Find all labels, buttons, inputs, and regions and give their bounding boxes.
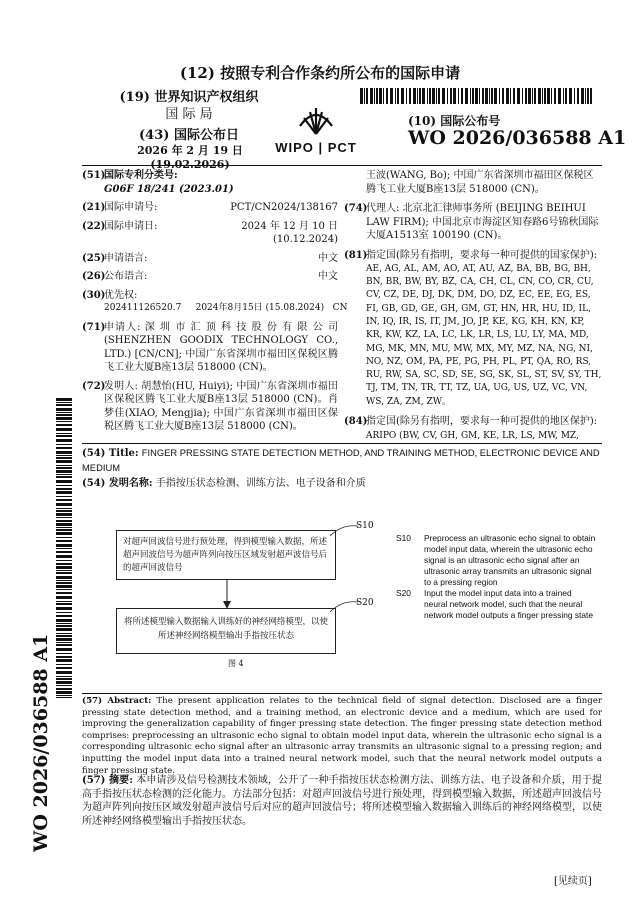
legend-s10-step: S10 bbox=[396, 533, 411, 543]
barcode bbox=[360, 88, 592, 104]
barcode-bar bbox=[56, 485, 72, 486]
title-zh-label: (54) 发明名称: bbox=[82, 478, 153, 489]
barcode-bar bbox=[56, 404, 72, 406]
barcode-bar bbox=[56, 676, 72, 677]
label-71: 申请人: bbox=[104, 321, 141, 333]
barcode-bar bbox=[56, 678, 72, 680]
code-81: (81) bbox=[344, 249, 368, 261]
barcode-bar bbox=[56, 566, 72, 569]
barcode-bar bbox=[417, 88, 418, 104]
barcode-bar bbox=[376, 88, 378, 104]
barcode-bar bbox=[56, 580, 72, 581]
abstract-rule bbox=[82, 693, 602, 694]
side-pub-no bbox=[30, 552, 56, 852]
barcode-bar bbox=[429, 88, 431, 104]
biblio-74 bbox=[344, 202, 602, 243]
biblio-84 bbox=[344, 415, 602, 443]
label-30: 优先权: bbox=[104, 289, 138, 301]
label-26: 公布语言: bbox=[104, 271, 148, 282]
barcode-bar bbox=[374, 88, 375, 104]
barcode-bar bbox=[56, 491, 72, 494]
barcode-bar bbox=[590, 88, 592, 104]
code-71: (71) bbox=[82, 321, 106, 333]
legend-s20-text: Input the model input data into a trained neural network model, such that the neural network model outputs a finger pressing state bbox=[424, 588, 593, 620]
barcode-bar bbox=[554, 88, 556, 104]
biblio-left bbox=[82, 169, 348, 434]
barcode-bar bbox=[56, 592, 72, 594]
abstract-zh-label: (57) 摘要: bbox=[82, 775, 133, 786]
code-30: (30) bbox=[82, 289, 106, 301]
title-en-text: FINGER PRESSING STATE DETECTION METHOD, AND TRAINING METHOD, ELECTRONIC DEVICE AND MEDIUM bbox=[82, 447, 600, 473]
barcode-bar bbox=[56, 642, 72, 643]
barcode-bar bbox=[581, 88, 584, 104]
barcode-bar bbox=[56, 633, 72, 634]
barcode-bar bbox=[56, 623, 72, 624]
pub-date: 2026 年 2 月 19 日 (19.02.2026) bbox=[137, 144, 243, 171]
code-25: (25) bbox=[82, 252, 106, 264]
barcode-bar bbox=[413, 88, 416, 104]
wipo-pct-logo-text: WIPO | PCT bbox=[275, 140, 357, 155]
barcode-bar bbox=[538, 88, 541, 104]
value-25: 中文 bbox=[318, 252, 338, 264]
barcode-bar bbox=[56, 532, 72, 535]
value-21: PCT/CN2024/138167 bbox=[230, 202, 338, 213]
barcode-bar bbox=[542, 88, 543, 104]
barcode-bar bbox=[56, 695, 72, 696]
barcode-bar bbox=[56, 601, 72, 602]
barcode-bar bbox=[56, 656, 72, 658]
barcode-bar bbox=[390, 88, 393, 104]
barcode-bar bbox=[513, 88, 515, 104]
biblio-30 bbox=[82, 289, 338, 303]
barcode-bar bbox=[56, 540, 72, 542]
barcode-bar bbox=[56, 551, 72, 553]
label-51: 国际专利分类号: bbox=[104, 170, 178, 181]
barcode-bar bbox=[56, 697, 72, 698]
barcode-bar bbox=[397, 88, 399, 104]
barcode-bar bbox=[544, 88, 546, 104]
header-rule bbox=[82, 165, 602, 166]
biblio-25 bbox=[82, 252, 338, 266]
pub-date-label: (43) 国际公布日 bbox=[139, 128, 239, 143]
legend-s10 bbox=[396, 533, 596, 588]
barcode-bar bbox=[395, 88, 396, 104]
barcode-bar bbox=[56, 560, 72, 561]
org-label: (19) 世界知识产权组织 bbox=[119, 90, 259, 105]
code-84: (84) bbox=[344, 416, 368, 428]
barcode-bar bbox=[56, 671, 72, 674]
barcode-bar bbox=[56, 451, 72, 454]
step-s20-leader-icon bbox=[330, 600, 360, 614]
barcode-bar bbox=[534, 88, 536, 104]
label-84: 指定国(除另有指明，要求每一种可提供的地区保护): bbox=[366, 416, 598, 428]
pub-no-label: (10) 国际公布号 bbox=[408, 114, 501, 128]
label-22: 国际申请日: bbox=[104, 220, 158, 232]
barcode-bar bbox=[56, 644, 72, 646]
org-sub: 国 际 局 bbox=[165, 107, 213, 122]
barcode-bar bbox=[506, 88, 509, 104]
biblio-21 bbox=[82, 201, 338, 215]
barcode-bar bbox=[379, 88, 382, 104]
barcode-bar bbox=[56, 517, 72, 518]
barcode-bar bbox=[56, 508, 72, 509]
barcode-bar bbox=[472, 88, 474, 104]
barcode-bar bbox=[383, 88, 384, 104]
title-en bbox=[82, 446, 602, 475]
barcode-bar bbox=[56, 612, 72, 613]
barcode-bar bbox=[56, 523, 72, 526]
value-30: 202411126520.7 2024年8月15日 (15.08.2024) CN bbox=[104, 303, 348, 313]
wipo-logo bbox=[270, 96, 362, 160]
value-84: ARIPO (BW, CV, GH, GM, KE, LR, LS, MW, MZ, bbox=[366, 430, 579, 441]
label-74: 代理人: bbox=[366, 203, 400, 214]
label-72: 发明人: bbox=[104, 380, 138, 392]
barcode-bar bbox=[56, 408, 72, 411]
barcode-bar bbox=[370, 88, 373, 104]
barcode-bar bbox=[56, 691, 72, 694]
figure-caption: 图 4 bbox=[228, 659, 244, 668]
biblio-71 bbox=[82, 321, 338, 375]
code-21: (21) bbox=[82, 202, 106, 213]
legend-s10-text: Preprocess an ultrasonic echo signal to obtain model input data, wherein the ultrasonic echo signal is an ultrasonic echo signal after an ultrasonic array transmits an ultrasonic signal to a pressing region bbox=[424, 533, 596, 587]
barcode-bar bbox=[56, 488, 72, 490]
barcode-bar bbox=[366, 88, 368, 104]
barcode-bar bbox=[577, 88, 579, 104]
value-51: G06F 18/241 (2023.01) bbox=[104, 183, 234, 195]
step-s10-leader-icon bbox=[330, 524, 360, 538]
barcode-bar bbox=[458, 88, 459, 104]
barcode-bar bbox=[56, 476, 72, 478]
barcode-bar bbox=[56, 414, 72, 416]
barcode-bar bbox=[587, 88, 589, 104]
abstract-zh-text: 本申请涉及信号检测技术领域，公开了一种手指按压状态检测方法、训练方法、电子设备和介质，用于提高手指按压状态检测的泛化能力。方法部分包括：对超声回波信号进行预处理，得到模型输入数据，所述超声回波信号为超声阵列向按压区域发射超声波信号后对应的超声回波信号；将所述模型输入数据输入训练后的神经网络模型，以使所述神经网络模型输出手指按压状态。 bbox=[82, 775, 602, 827]
barcode-bar bbox=[56, 589, 72, 590]
title-zh-text: 手指按压状态检测、训练方法、电子设备和介质 bbox=[155, 478, 366, 489]
flow-box-s10 bbox=[116, 530, 336, 580]
biblio-72 bbox=[82, 380, 338, 434]
value-81: AE, AG, AL, AM, AO, AT, AU, AZ, BA, BB, BG, BH, BN, BR, BW, BY, BZ, CA, CH, CL, CN, CO, CR, CU, CV, CZ, DE, DJ, DK, DM, DO, DZ, EC, EE, EG, ES, FI, GB, GD, GE, GH, GM, GT, HN, HR, HU, ID, IL, IN, IQ, IR, IS, IT, JM, JO, JP, KE, KG, KH, KN, KP, KR, KW, KZ, LA, LC, LK, LR, LS, LU, LY, MA, MD, MG, MK, MN, MU, MW, MX, MY, MZ, NA, NG, NI, NO, NZ, OM, PA, PE, PG, PH, PL, PT, QA, RO, RS, RU, RW, SA, SC, SD, SE, SG, SK, SL, ST, SV, SY, TH, TJ, TM, TN, TR, TT, TZ, UA, UG, US, UZ, VC, VN, WS, ZA, ZM, ZW。 bbox=[366, 263, 602, 407]
title-zh bbox=[82, 477, 602, 491]
barcode-bar bbox=[56, 537, 72, 538]
barcode-bar bbox=[470, 88, 471, 104]
barcode-bar bbox=[56, 424, 72, 426]
barcode-bar bbox=[56, 638, 72, 641]
barcode-bar bbox=[436, 88, 437, 104]
barcode-bar bbox=[56, 447, 72, 449]
barcode-bar bbox=[56, 402, 72, 403]
barcode-bar bbox=[406, 88, 407, 104]
biblio-right bbox=[344, 169, 602, 443]
barcode-bar bbox=[364, 88, 365, 104]
barcode-bar bbox=[56, 619, 72, 622]
value-72: 胡慧怡(HU, Huiyi); 中国广东省深圳市福田区保税区腾飞工业大厦B座13层 518000 (CN)。肖梦佳(XIAO, Mengjia); 中国广东省深圳市福田区保税区腾飞工业大厦B座13层 518000 (CN)。 bbox=[104, 380, 338, 432]
value-74: 北京北汇律师事务所 (BEIJING BEIHUI LAW FIRM); 中国北京市海淀区知春路6号锦秋国际大厦A1513室 100190 (CN)。 bbox=[366, 203, 599, 241]
title-rule bbox=[82, 443, 602, 444]
barcode-bar bbox=[56, 625, 72, 627]
side-barcode bbox=[56, 398, 72, 698]
biblio-inventor-cont bbox=[344, 169, 602, 196]
barcode-bar bbox=[56, 555, 72, 558]
figure-legend bbox=[396, 533, 596, 621]
barcode-bar bbox=[475, 88, 478, 104]
barcode-bar bbox=[56, 513, 72, 516]
flow-box-s20-text: 将所述模型输入数据输入训练好的神经网络模型，以使所述神经网络模型输出手指按压状态 bbox=[123, 617, 328, 641]
title-en-label: (54) Title: bbox=[82, 448, 139, 459]
barcode-bar bbox=[401, 88, 404, 104]
legend-s20-step: S20 bbox=[396, 588, 411, 598]
biblio-51 bbox=[82, 169, 338, 196]
barcode-bar bbox=[494, 88, 497, 104]
code-72: (72) bbox=[82, 380, 106, 392]
barcode-bar bbox=[499, 88, 500, 104]
barcode-bar bbox=[56, 570, 72, 571]
barcode-bar bbox=[522, 88, 523, 104]
code-51: (51) bbox=[82, 170, 106, 181]
barcode-bar bbox=[56, 467, 72, 469]
barcode-bar bbox=[56, 667, 72, 669]
barcode-bar bbox=[56, 664, 72, 665]
barcode-bar bbox=[56, 548, 72, 549]
barcode-bar bbox=[558, 88, 561, 104]
barcode-bar bbox=[360, 88, 363, 104]
flow-step-s20: S20 bbox=[356, 598, 374, 608]
barcode-bar bbox=[485, 88, 488, 104]
barcode-bar bbox=[432, 88, 435, 104]
barcode-bar bbox=[502, 88, 504, 104]
abstract-en bbox=[82, 696, 602, 777]
barcode-bar bbox=[386, 88, 388, 104]
barcode-bar bbox=[56, 520, 72, 522]
barcode-bar bbox=[56, 510, 72, 512]
barcode-bar bbox=[56, 496, 72, 497]
barcode-bar bbox=[56, 398, 72, 401]
barcode-bar bbox=[532, 88, 533, 104]
barcode-bar bbox=[56, 503, 72, 506]
barcode-bar bbox=[56, 576, 72, 579]
barcode-bar bbox=[427, 88, 428, 104]
barcode-bar bbox=[56, 596, 72, 599]
value-26: 中文 bbox=[318, 271, 338, 282]
barcode-bar bbox=[453, 88, 456, 104]
barcode-bar bbox=[56, 659, 72, 662]
barcode-bar bbox=[56, 457, 72, 459]
barcode-bar bbox=[479, 88, 480, 104]
code-74: (74) bbox=[344, 203, 368, 214]
barcode-bar bbox=[56, 421, 72, 422]
value-22: 2024 年 12 月 10 日 (10.12.2024) bbox=[241, 220, 338, 245]
document-title: (12) 按照专利合作条约所公布的国际申请 bbox=[179, 64, 461, 82]
barcode-bar bbox=[438, 88, 440, 104]
barcode-bar bbox=[565, 88, 567, 104]
code-22: (22) bbox=[82, 220, 106, 232]
barcode-bar bbox=[56, 681, 72, 684]
barcode-bar bbox=[574, 88, 575, 104]
barcode-bar bbox=[56, 474, 72, 475]
barcode-bar bbox=[461, 88, 463, 104]
barcode-bar bbox=[510, 88, 511, 104]
barcode-bar bbox=[409, 88, 411, 104]
barcode-bar bbox=[56, 615, 72, 617]
barcode-bar bbox=[56, 582, 72, 584]
barcode-bar bbox=[491, 88, 493, 104]
barcode-bar bbox=[56, 653, 72, 654]
abstract-en-text: The present application relates to the technical field of signal detection. Disclosed are a finger pressing state detection method, and a training method, an electronic device and a medium, which are used for improving the generalization capability of finger pressing state detection. The finger pressing state detection method comprises: preprocessing an ultrasonic echo signal to obtain model input data, wherein the ultrasonic echo signal is a corresponding ultrasonic echo signal after an ultrasonic array transmits an ultrasonic signal to a pressing region; and inputting the model input data into a trained neural network model, such that the neural network model outputs a finger pressing state. bbox=[82, 696, 602, 776]
biblio-22 bbox=[82, 220, 338, 247]
barcode-bar bbox=[56, 628, 72, 631]
flow-box-s10-text: 对超声回波信号进行预处理，得到模型输入数据，所述超声回波信号为超声阵列向按压区域发射超声波信号后的超声回波信号 bbox=[123, 537, 328, 573]
barcode-bar bbox=[56, 499, 72, 501]
barcode-bar bbox=[56, 572, 72, 574]
barcode-bar bbox=[56, 428, 72, 431]
barcode-bar bbox=[450, 88, 452, 104]
barcode-bar bbox=[56, 688, 72, 690]
barcode-bar bbox=[56, 460, 72, 463]
barcode-bar bbox=[56, 544, 72, 547]
biblio-26 bbox=[82, 270, 338, 284]
biblio-81 bbox=[344, 249, 602, 410]
barcode-bar bbox=[482, 88, 484, 104]
barcode-bar bbox=[551, 88, 552, 104]
barcode-bar bbox=[56, 585, 72, 588]
barcode-bar bbox=[56, 444, 72, 445]
barcode-bar bbox=[56, 480, 72, 483]
barcode-bar bbox=[585, 88, 586, 104]
label-81: 指定国(除另有指明，要求每一种可提供的国家保护): bbox=[366, 249, 598, 261]
abstract-en-label: (57) Abstract: bbox=[82, 696, 152, 706]
barcode-bar bbox=[56, 470, 72, 473]
label-25: 申请语言: bbox=[104, 252, 148, 264]
barcode-bar bbox=[56, 455, 72, 456]
pub-no: WO 2026/036588 A1 bbox=[408, 127, 627, 149]
flow-step-s10: S10 bbox=[356, 521, 374, 531]
barcode-bar bbox=[525, 88, 527, 104]
barcode-bar bbox=[517, 88, 520, 104]
barcode-bar bbox=[489, 88, 490, 104]
barcode-bar bbox=[56, 412, 72, 413]
side-pub-no-text: WO 2026/036588 A1 bbox=[30, 633, 52, 852]
barcode-bar bbox=[442, 88, 445, 104]
barcode-bar bbox=[56, 435, 72, 437]
barcode-bar bbox=[419, 88, 421, 104]
barcode-bar bbox=[569, 88, 572, 104]
barcode-bar bbox=[563, 88, 564, 104]
barcode-bar bbox=[56, 433, 72, 434]
barcode-bar bbox=[528, 88, 531, 104]
flow-box-s20 bbox=[116, 608, 336, 654]
barcode-bar bbox=[547, 88, 550, 104]
barcode-bar bbox=[56, 417, 72, 420]
label-21: 国际申请号: bbox=[104, 202, 158, 213]
code-26: (26) bbox=[82, 271, 106, 282]
barcode-bar bbox=[56, 685, 72, 686]
legend-s20 bbox=[396, 588, 596, 621]
barcode-bar bbox=[465, 88, 468, 104]
barcode-bar bbox=[56, 465, 72, 466]
barcode-bar bbox=[56, 439, 72, 442]
barcode-bar bbox=[56, 527, 72, 528]
abstract-zh bbox=[82, 774, 602, 828]
value-71: 深 圳 市 汇 顶 科 技 股 份 有 限 公 司 (SHENZHEN GOODIX TECHNOLOGY CO., LTD.) [CN/CN]; 中国广东省深圳市福田区保税区腾飞工业大厦B座13层 518000 (CN)。 bbox=[104, 321, 338, 373]
barcode-bar bbox=[56, 529, 72, 531]
value-inventor-cont: 王波(WANG, Bo); 中国广东省深圳市福田区保税区腾飞工业大厦B座13层 518000 (CN)。 bbox=[366, 170, 594, 195]
barcode-bar bbox=[56, 563, 72, 565]
barcode-bar bbox=[56, 603, 72, 605]
barcode-bar bbox=[422, 88, 425, 104]
barcode-bar bbox=[56, 607, 72, 610]
barcode-bar bbox=[56, 648, 72, 651]
barcode-bar bbox=[447, 88, 448, 104]
flow-arrow-icon bbox=[221, 580, 233, 610]
barcode-bar bbox=[56, 635, 72, 637]
footer-continued: [见续页] bbox=[554, 876, 592, 887]
